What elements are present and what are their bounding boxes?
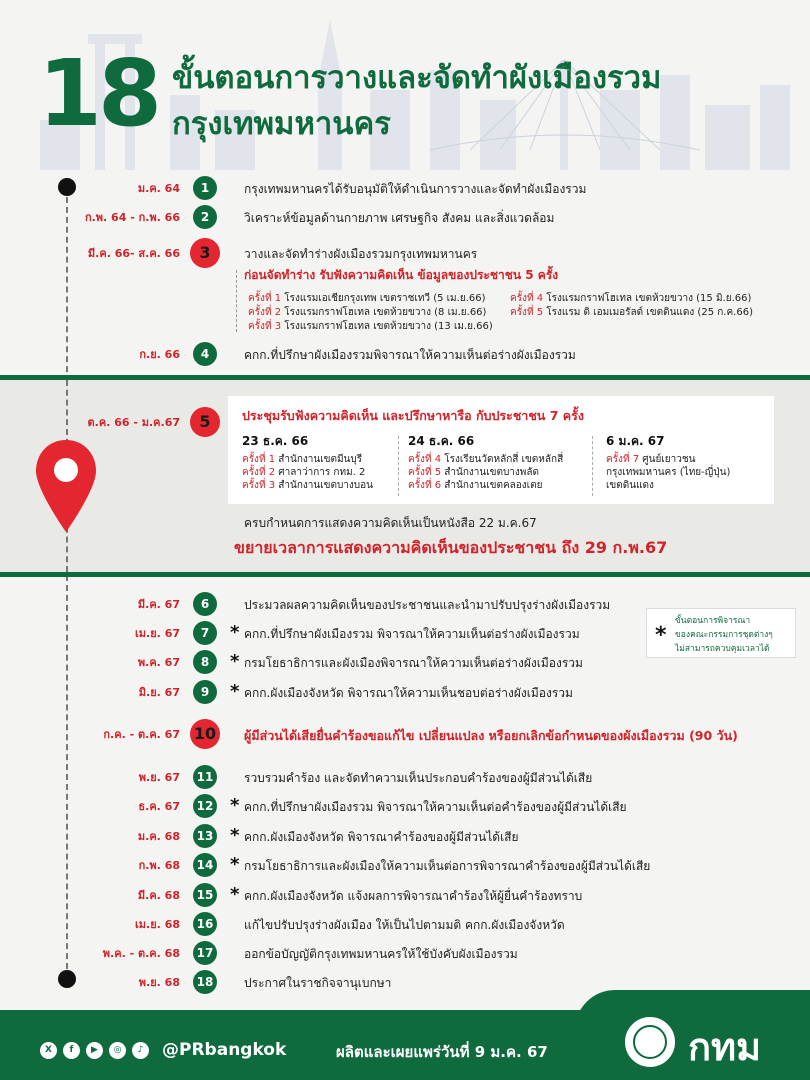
step-number: 17: [193, 941, 217, 965]
step-date: มี.ค. 66- ส.ค. 66: [87, 247, 180, 260]
step-date: ม.ค. 68: [137, 830, 180, 843]
note-line-3: ไม่สามารถควบคุมเวลาได้: [675, 644, 770, 654]
step-date: ก.ค. - ต.ค. 67: [103, 728, 180, 741]
title-line-1: ขั้นตอนการวางและจัดทำผังเมืองรวม: [172, 60, 662, 96]
step-text: คกก.ผังเมืองจังหวัด พิจารณาให้ความเห็นชอบต่อร่างผังเมืองรวม: [244, 686, 573, 700]
step5-meeting-5: ครั้งที่ 5 สำนักงานเขตบางพลัด: [408, 467, 540, 478]
asterisk-icon: *: [230, 651, 240, 672]
asterisk-icon: *: [230, 681, 240, 702]
step-date: มิ.ย. 67: [138, 686, 180, 699]
step-date: พ.ย. 67: [138, 771, 180, 784]
step5-meeting-6: ครั้งที่ 6 สำนักงานเขตคลองเตย: [408, 480, 543, 491]
step-11: [0, 765, 810, 789]
asterisk-icon: *: [230, 854, 240, 875]
step-number: 18: [193, 970, 217, 994]
step5-extension: ขยายเวลาการแสดงความคิดเห็นของประชาชน ถึง 29 ก.พ.67: [234, 538, 668, 557]
step-number: 2: [193, 205, 217, 229]
step-text: คกก.ผังเมืองจังหวัด พิจารณาคำร้องของผู้มีส่วนได้เสีย: [244, 830, 519, 844]
step-9: [0, 680, 810, 704]
step-number: 11: [193, 765, 217, 789]
step-date: ธ.ค. 67: [138, 800, 180, 813]
step5-deadline: ครบกำหนดการแสดงความคิดเห็นเป็นหนังสือ 22 ม.ค.67: [244, 516, 537, 530]
step-text: วิเคราะห์ข้อมูลด้านกายภาพ เศรษฐกิจ สังคม และสิ่งแวดล้อม: [244, 211, 555, 225]
step-date: ก.พ. 68: [138, 859, 180, 872]
step-number: 6: [193, 592, 217, 616]
step-date: มี.ค. 67: [137, 598, 180, 611]
step-13: [0, 824, 810, 848]
step-text: คกก.ผังเมืองจังหวัด แจ้งผลการพิจารณาคำร้องให้ผู้ยื่นคำร้องทราบ: [244, 889, 583, 903]
step-number: 16: [193, 912, 217, 936]
step-number: 10: [190, 719, 220, 749]
step-6: [0, 592, 810, 616]
facebook-icon[interactable]: f: [63, 1042, 80, 1059]
step5-meeting-7: ครั้งที่ 7 ศูนย์เยาวชน: [606, 454, 696, 465]
step-number: 13: [193, 824, 217, 848]
step-text: ประกาศในราชกิจจานุเบกษา: [244, 976, 392, 990]
step-2: [0, 205, 810, 229]
step-text: กรุงเทพมหานครได้รับอนุมัติให้ดำเนินการวางและจัดทำผังเมืองรวม: [244, 182, 587, 196]
step-3: [0, 241, 810, 265]
step-15: [0, 883, 810, 907]
step-text: ผู้มีส่วนได้เสียยื่นคำร้องขอแก้ไข เปลี่ยนแปลง หรือยกเลิกข้อกำหนดของผังเมืองรวม (90 วัน): [244, 728, 738, 743]
title-number: 18: [38, 40, 159, 147]
instagram-icon[interactable]: ◎: [109, 1042, 126, 1059]
step-number: 8: [193, 650, 217, 674]
step3-meeting-4: ครั้งที่ 4 โรงแรมกราฟโฮเทล เขตห้วยขวาง (15 มิ.ย.66): [510, 293, 752, 304]
step-16: [0, 912, 810, 936]
step3-sub-connector: [236, 270, 237, 332]
step-number: 5: [190, 407, 220, 437]
step5-meeting-1: ครั้งที่ 1 สำนักงานเขตมีนบุรี: [242, 454, 363, 465]
step-number: 14: [193, 853, 217, 877]
step-1: [0, 176, 810, 200]
step-date: ม.ค. 64: [137, 182, 180, 195]
step-4: [0, 342, 810, 366]
step-date: พ.ค. 67: [137, 656, 180, 669]
step-7: [0, 621, 810, 645]
step3-meeting-1: ครั้งที่ 1 โรงแรมเอเชียกรุงเทพ เขตราชเทวี (5 เม.ย.66): [248, 293, 486, 304]
step5-meeting-7-line-2: กรุงเทพมหานคร (ไทย-ญี่ปุ่น): [606, 467, 731, 478]
asterisk-icon: *: [230, 884, 240, 905]
bma-logo: กทม: [688, 1025, 762, 1069]
step-17: [0, 941, 810, 965]
step-number: 9: [193, 680, 217, 704]
step-text: คกก.ที่ปรึกษาผังเมืองรวม พิจารณาให้ความเห็นต่อคำร้องของผู้มีส่วนได้เสีย: [244, 800, 627, 814]
asterisk-icon: *: [230, 795, 240, 816]
step-date: มี.ค. 68: [137, 889, 180, 902]
step-text: คกก.ที่ปรึกษาผังเมืองรวม พิจารณาให้ความเห็นต่อร่างผังเมืองรวม: [244, 627, 580, 641]
step-text: วางและจัดทำร่างผังเมืองรวมกรุงเทพมหานคร: [244, 247, 478, 261]
step-date: ต.ค. 66 - ม.ค.67: [87, 416, 180, 429]
step-12: [0, 794, 810, 818]
bma-seal-icon: [622, 1014, 678, 1070]
meeting-date-2: 24 ธ.ค. 66: [408, 434, 475, 448]
step-date: พ.ย. 68: [138, 976, 180, 989]
step3-meeting-3: ครั้งที่ 3 โรงแรมกราฟโฮเทล เขตห้วยขวาง (13 เม.ย.66): [248, 321, 493, 332]
step-text: รวบรวมคำร้อง และจัดทำความเห็นประกอบคำร้องของผู้มีส่วนได้เสีย: [244, 771, 593, 785]
step-number: 7: [193, 621, 217, 645]
social-handle[interactable]: @PRbangkok: [162, 1040, 287, 1060]
step-text: แก้ไขปรับปรุงร่างผังเมือง ให้เป็นไปตามมติ คกก.ผังเมืองจังหวัด: [244, 918, 565, 932]
step-number: 1: [193, 176, 217, 200]
step5-meeting-2: ครั้งที่ 2 ศาลาว่าการ กทม. 2: [242, 467, 366, 478]
x-icon[interactable]: X: [40, 1042, 57, 1059]
step-date: ก.ย. 66: [139, 348, 180, 361]
step3-meeting-2: ครั้งที่ 2 โรงแรมกราฟโฮเทล เขตห้วยขวาง (8 เม.ย.66): [248, 307, 487, 318]
step-text: ออกข้อบัญญัติกรุงเทพมหานครให้ใช้บังคับผังเมืองรวม: [244, 947, 518, 961]
step-number: 12: [193, 794, 217, 818]
step-number: 15: [193, 883, 217, 907]
step-number: 4: [193, 342, 217, 366]
note-line-1: ขั้นตอนการพิจารณา: [675, 616, 751, 626]
step-10: [0, 722, 810, 746]
step3-sub-heading: ก่อนจัดทำร่าง รับฟังความคิดเห็น ข้อมูลของประชาชน 5 ครั้ง: [244, 268, 559, 282]
title-block: [30, 40, 790, 150]
meeting-date-3: 6 ม.ค. 67: [606, 434, 665, 448]
location-pin-icon: [34, 438, 98, 534]
step-14: [0, 853, 810, 877]
step-text: กรมโยธาธิการและผังเมืองให้ความเห็นต่อการพิจารณาคำร้องของผู้มีส่วนได้เสีย: [244, 859, 651, 873]
title-line-2: กรุงเทพมหานคร: [172, 106, 391, 142]
step-date: ก.พ. 64 - ก.พ. 66: [84, 211, 180, 224]
step-number: 3: [190, 238, 220, 268]
asterisk-icon: *: [230, 622, 240, 643]
youtube-icon[interactable]: ▶: [86, 1042, 103, 1059]
step-text: ประมวลผลความคิดเห็นของประชาชนและนำมาปรับปรุงร่างผังเมืองรวม: [244, 598, 611, 612]
step-text: คกก.ที่ปรึกษาผังเมืองรวมพิจารณาให้ความเห็นต่อร่างผังเมืองรวม: [244, 348, 576, 362]
asterisk-icon: *: [655, 623, 667, 648]
step5-meeting-3: ครั้งที่ 3 สำนักงานเขตบางบอน: [242, 480, 373, 491]
step3-meeting-5: ครั้งที่ 5 โรงแรม ดิ เอมเมอรัลด์ เขตดินแดง (25 ก.ค.66): [510, 307, 753, 318]
asterisk-icon: *: [230, 825, 240, 846]
step5-meeting-7-line-3: เขตดินแดง: [606, 480, 654, 491]
step5-meeting-4: ครั้งที่ 4 โรงเรียนวัดหลักสี่ เขตหลักสี่: [408, 454, 564, 465]
step-date: เม.ย. 68: [135, 918, 180, 931]
column-divider: [398, 436, 399, 496]
step-8: [0, 650, 810, 674]
meeting-date-1: 23 ธ.ค. 66: [242, 434, 309, 448]
step5-heading: ประชุมรับฟังความคิดเห็น และปรึกษาหารือ กับประชาชน 7 ครั้ง: [242, 408, 584, 423]
note-line-2: ของคณะกรรมการชุดต่างๆ: [675, 630, 773, 640]
publish-date: ผลิตและเผยแพร่วันที่ 9 ม.ค. 67: [336, 1043, 548, 1061]
step-date: พ.ค. - ต.ค. 68: [102, 947, 180, 960]
tiktok-icon[interactable]: ♪: [132, 1042, 149, 1059]
column-divider: [592, 436, 593, 496]
step5-panel: [228, 396, 774, 504]
step-text: กรมโยธาธิการและผังเมืองพิจารณาให้ความเห็นต่อร่างผังเมืองรวม: [244, 656, 583, 670]
step-date: เม.ย. 67: [135, 627, 180, 640]
